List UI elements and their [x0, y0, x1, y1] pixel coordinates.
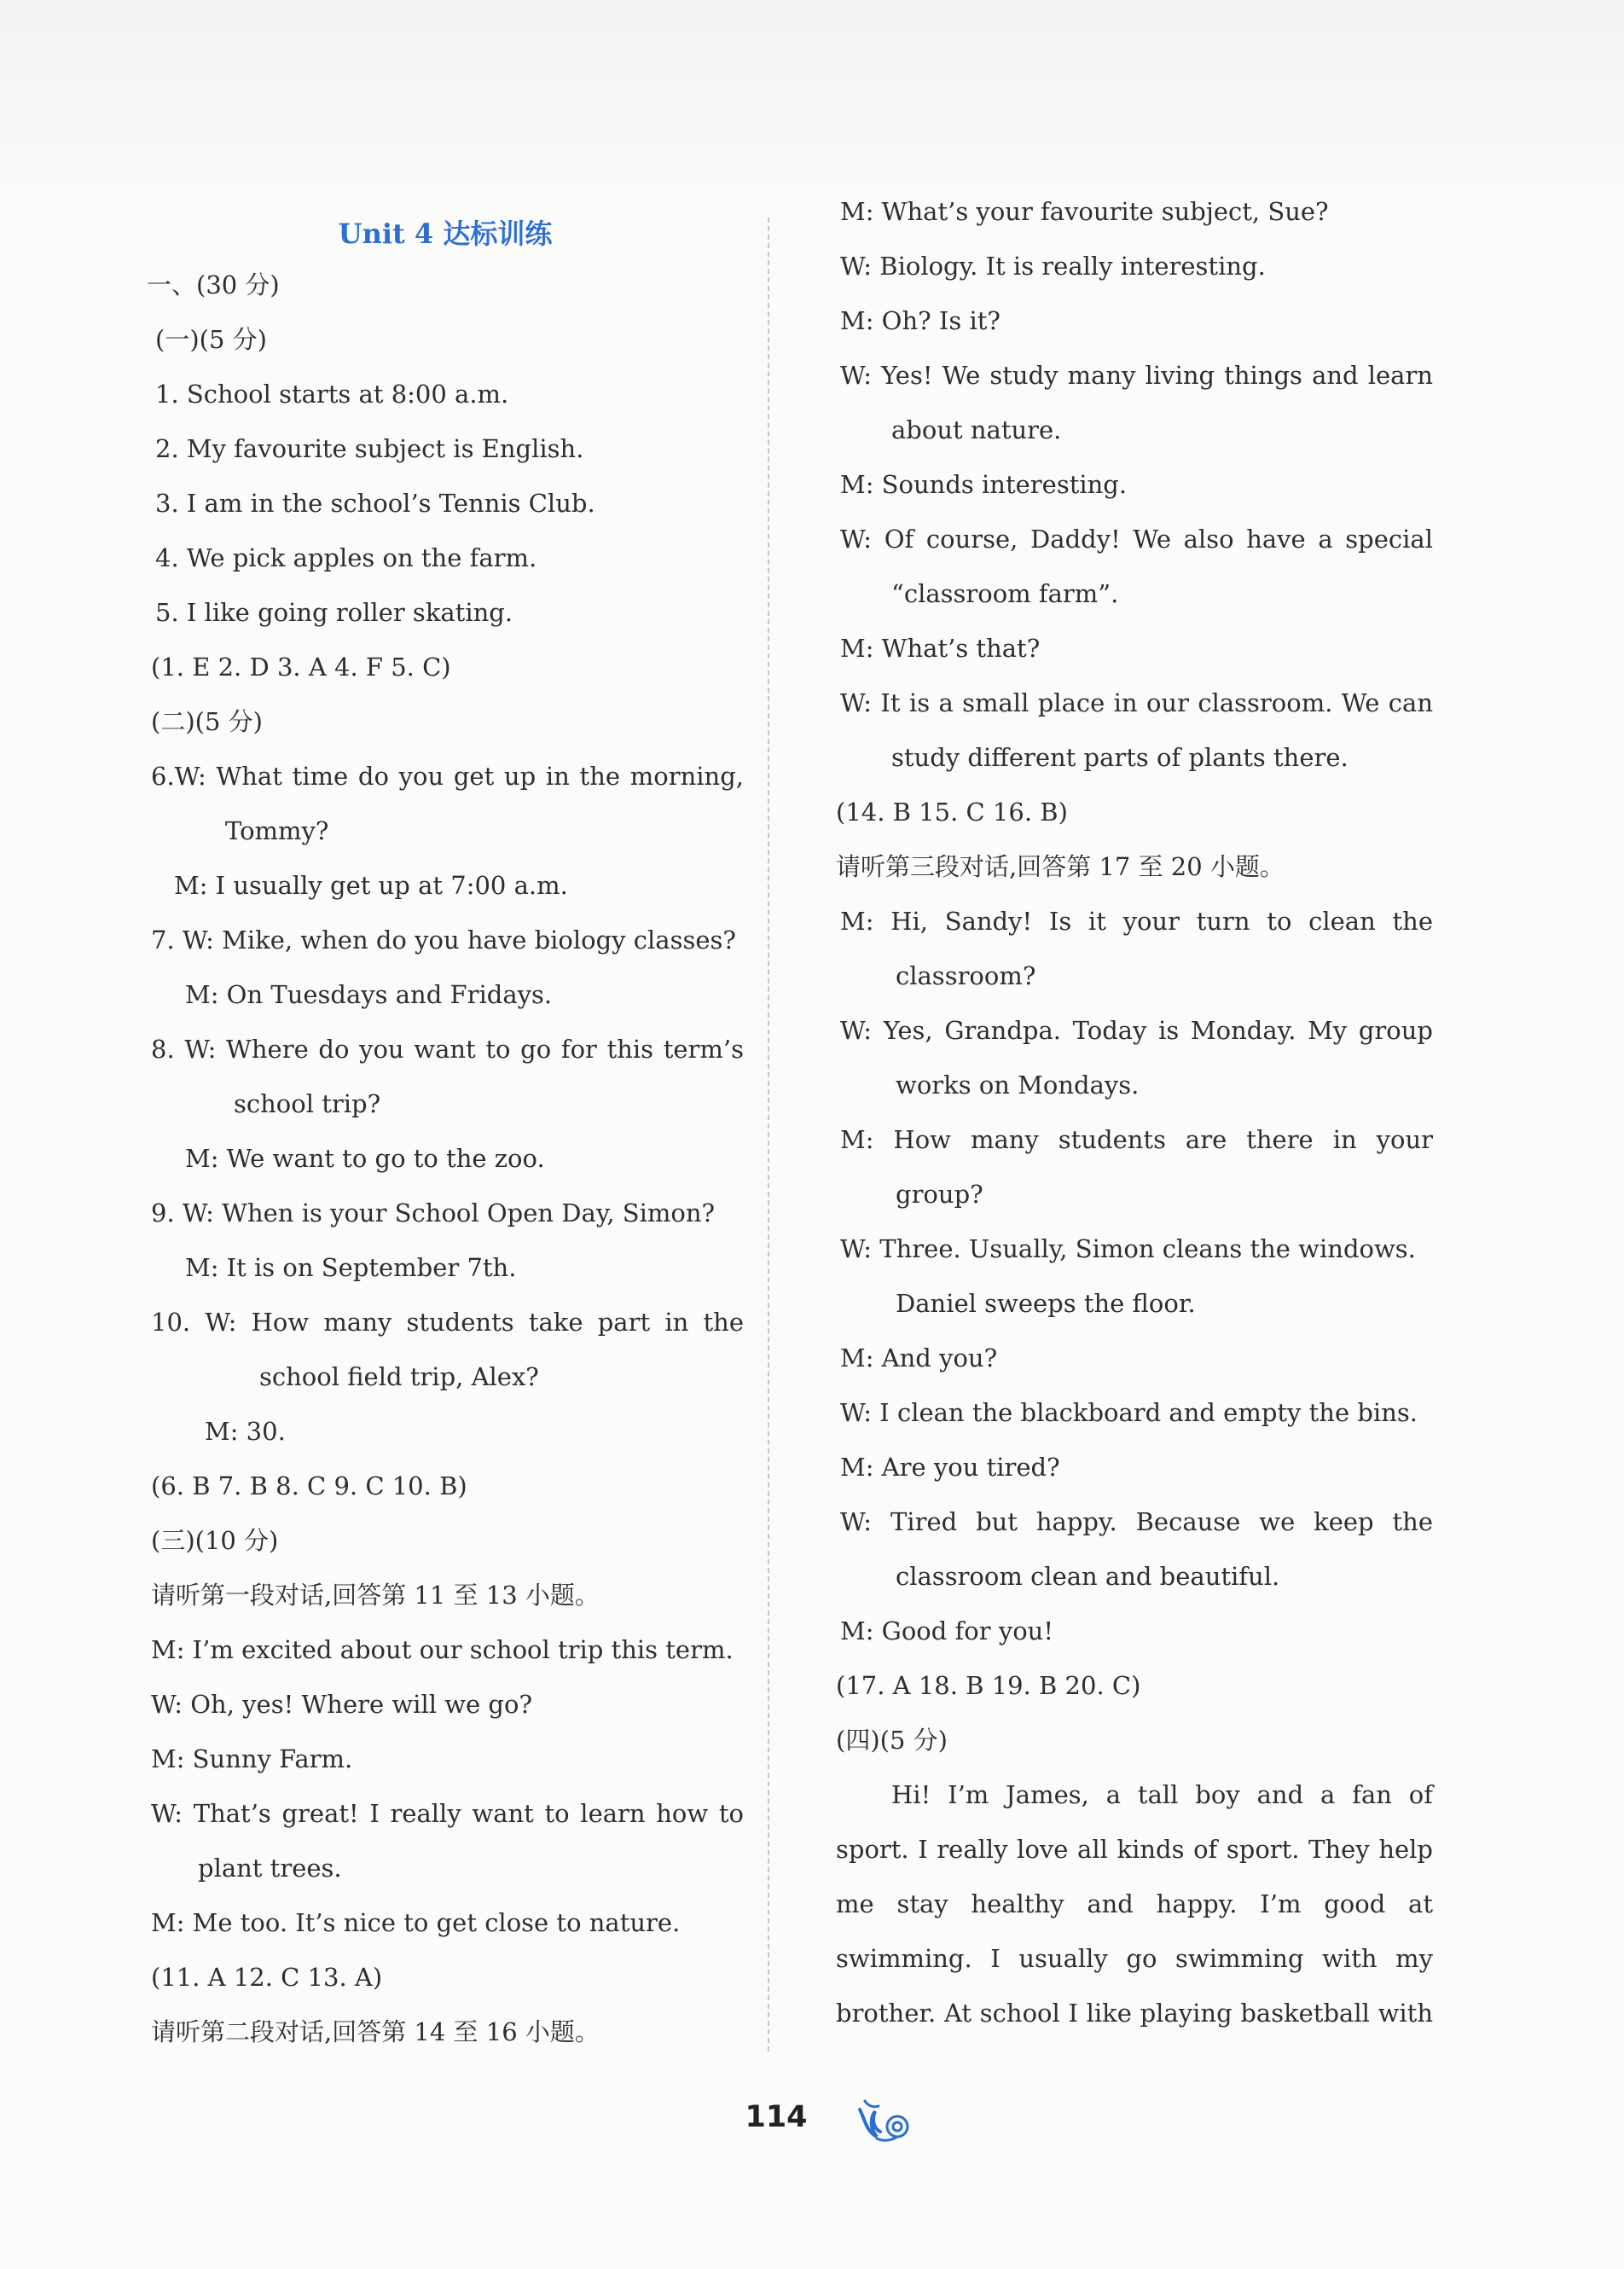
right-text-line: swimming. I usually go swimming with my: [836, 1944, 1433, 1973]
right-text-line: M: How many students are there in your: [840, 1125, 1433, 1154]
right-text-line: M: Good for you!: [840, 1616, 1053, 1645]
left-text-line: M: It is on September 7th.: [185, 1253, 517, 1282]
right-text-line: M: Sounds interesting.: [840, 470, 1128, 499]
left-text-line: (11. A 12. C 13. A): [151, 1963, 383, 1992]
left-text-line: 9. W: When is your School Open Day, Simon?: [151, 1198, 716, 1227]
left-text-line: plant trees.: [198, 1854, 342, 1883]
right-text-line: M: And you?: [840, 1343, 998, 1372]
right-text-line: Hi! I’m James, a tall boy and a fan of: [891, 1780, 1433, 1809]
right-text-line: W: Three. Usually, Simon cleans the windows.: [840, 1234, 1416, 1263]
right-text-line: W: Biology. It is really interesting.: [840, 252, 1266, 281]
right-text-line: W: Yes, Grandpa. Today is Monday. My group: [840, 1016, 1433, 1045]
left-text-line: W: That’s great! I really want to learn how to: [151, 1799, 744, 1828]
left-text-line: 1. School starts at 8:00 a.m.: [155, 380, 509, 409]
page-top-shade: [0, 0, 1624, 196]
right-text-line: M: What’s your favourite subject, Sue?: [840, 197, 1329, 226]
swirl-logo-icon: [853, 2094, 921, 2145]
page-number: 114: [745, 2100, 808, 2134]
right-text-line: (17. A 18. B 19. B 20. C): [836, 1671, 1141, 1700]
left-text-line: 10. W: How many students take part in the: [151, 1308, 744, 1337]
right-text-line: brother. At school I like playing basketball with: [836, 1999, 1433, 2028]
left-text-line: 7. W: Mike, when do you have biology classes?: [151, 926, 736, 955]
right-text-line: group?: [896, 1180, 983, 1209]
right-text-line: study different parts of plants there.: [891, 743, 1348, 772]
right-text-line: works on Mondays.: [896, 1071, 1140, 1100]
left-text-line: M: Me too. It’s nice to get close to nature.: [151, 1908, 681, 1937]
right-text-line: W: Of course, Daddy! We also have a special: [840, 525, 1433, 554]
left-text-line: 6.W: What time do you get up in the morning,: [151, 762, 744, 791]
left-text-line: 请听第二段对话,回答第 14 至 16 小题。: [151, 2017, 600, 2046]
left-text-line: 请听第一段对话,回答第 11 至 13 小题。: [151, 1581, 600, 1610]
left-text-line: 5. I like going roller skating.: [155, 598, 513, 627]
left-text-line: school field trip, Alex?: [259, 1362, 539, 1391]
left-text-line: 8. W: Where do you want to go for this term’s: [151, 1035, 744, 1064]
left-text-line: (二)(5 分): [151, 707, 263, 736]
right-text-line: Daniel sweeps the floor.: [896, 1289, 1196, 1318]
right-text-line: W: Tired but happy. Because we keep the: [840, 1507, 1433, 1536]
left-text-line: M: I usually get up at 7:00 a.m.: [174, 871, 568, 900]
right-text-line: sport. I really love all kinds of sport. They help: [836, 1835, 1433, 1864]
right-text-line: (四)(5 分): [836, 1726, 948, 1755]
left-text-line: M: Sunny Farm.: [151, 1744, 353, 1773]
right-text-line: M: Hi, Sandy! Is it your turn to clean the: [840, 907, 1433, 936]
left-text-line: (一)(5 分): [155, 325, 267, 354]
left-text-line: M: We want to go to the zoo.: [185, 1144, 545, 1173]
right-text-line: about nature.: [891, 415, 1062, 444]
right-text-line: classroom clean and beautiful.: [896, 1562, 1280, 1591]
left-text-line: (6. B 7. B 8. C 9. C 10. B): [151, 1471, 467, 1500]
right-text-line: classroom?: [896, 961, 1036, 990]
left-text-line: 2. My favourite subject is English.: [155, 434, 584, 463]
right-text-line: M: Oh? Is it?: [840, 306, 1000, 335]
right-text-line: me stay healthy and happy. I’m good at: [836, 1889, 1433, 1918]
left-text-line: (三)(10 分): [151, 1526, 279, 1555]
right-text-line: 请听第三段对话,回答第 17 至 20 小题。: [836, 852, 1285, 881]
page-title: Unit 4 达标训练: [338, 218, 553, 250]
column-divider: [768, 218, 769, 2051]
left-text-line: M: 30.: [205, 1417, 286, 1446]
left-text-line: W: Oh, yes! Where will we go?: [151, 1690, 532, 1719]
left-text-line: (1. E 2. D 3. A 4. F 5. C): [151, 653, 451, 682]
left-text-line: 一、(30 分): [147, 270, 280, 299]
left-text-line: 4. We pick apples on the farm.: [155, 543, 537, 572]
left-text-line: M: I’m excited about our school trip this term.: [151, 1635, 734, 1664]
left-text-line: 3. I am in the school’s Tennis Club.: [155, 489, 595, 518]
right-text-line: (14. B 15. C 16. B): [836, 798, 1068, 827]
right-text-line: M: What’s that?: [840, 634, 1041, 663]
right-text-line: M: Are you tired?: [840, 1453, 1060, 1482]
left-text-line: school trip?: [234, 1089, 381, 1118]
left-text-line: M: On Tuesdays and Fridays.: [185, 980, 553, 1009]
right-text-line: W: Yes! We study many living things and learn: [840, 361, 1433, 390]
right-text-line: “classroom farm”.: [891, 579, 1119, 608]
right-text-line: W: I clean the blackboard and empty the bins.: [840, 1398, 1418, 1427]
right-text-line: W: It is a small place in our classroom. We can: [840, 688, 1433, 717]
left-text-line: Tommy?: [225, 816, 329, 845]
